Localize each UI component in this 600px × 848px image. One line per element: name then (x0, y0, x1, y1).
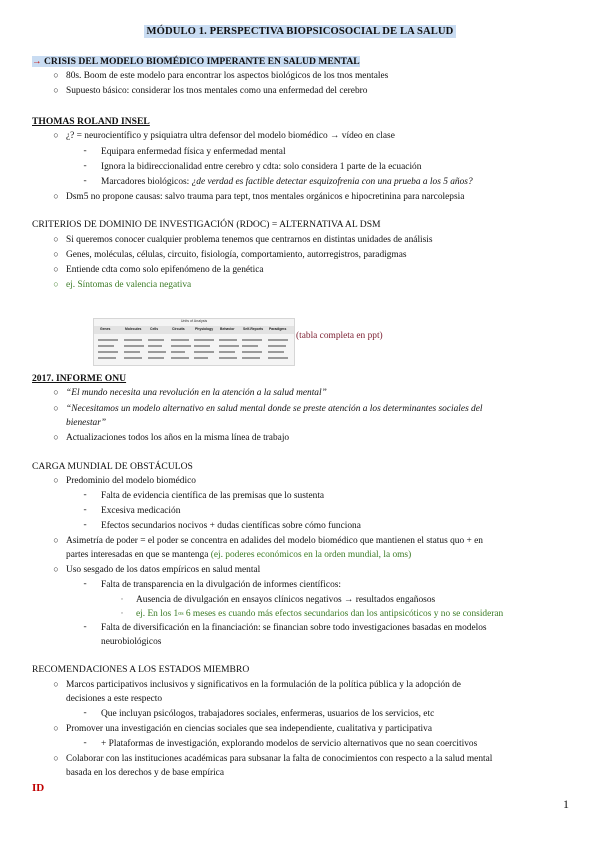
section-heading-recomendaciones: RECOMENDACIONES A LOS ESTADOS MIEMBRO (32, 664, 250, 675)
list-item: 80s. Boom de este modelo para encontrar los aspectos biológicos de los tnos mentales (66, 71, 389, 81)
bullet-circle: ○ (53, 403, 59, 413)
sub-list-item: Que incluyan psicólogos, trabajadores sociales, enfermeras, usuarios de los servicios, etc (101, 709, 435, 719)
bullet-dash: - (83, 738, 87, 748)
table-cell (268, 339, 288, 341)
table-cell (194, 345, 210, 347)
list-item-continuation: partes interesadas en que se mantenga (ej. poderes económicos en la orden mundial, la oms) (66, 550, 412, 560)
bullet-circle: ○ (53, 432, 59, 442)
table-cell (219, 345, 239, 347)
sub-sub-list-item: Ausencia de divulgación en ensayos clínicos negativos → resultados engañosos (136, 595, 436, 605)
table-cell (148, 345, 162, 347)
bullet-circle: ○ (53, 279, 59, 289)
sub-list-item: Falta de diversificación en la financiación: se financian sobre todo investigaciones basadas en modelos (101, 623, 487, 633)
bullet-dash: - (83, 505, 87, 515)
bullet-circle: ○ (53, 85, 59, 95)
table-cell (268, 357, 288, 359)
list-item: Actualizaciones todos los años en la misma línea de trabajo (66, 433, 290, 443)
example-text: ej. Síntomas de valencia negativa (66, 280, 192, 290)
table-header-cell: Physiology (195, 327, 214, 331)
bullet-circle: ○ (53, 564, 59, 574)
table-header-cell: Molecules (125, 327, 142, 331)
table-header-cell: Cells (150, 327, 159, 331)
sub-sub-list-item: ej. En los $1^{os}$ 6 meses es cuando más efectos secundarios dan los antipsicóticos y no se consideran (136, 609, 504, 619)
list-item: Colaborar con las instituciones académicas para subsanar la falta de conocimientos con respecto a la salud mental (66, 754, 493, 764)
table-cell (148, 357, 164, 359)
table-cell (194, 351, 214, 353)
table-caption: Units of Analysis (180, 319, 208, 323)
bullet-circle: ○ (53, 191, 59, 201)
list-item: Uso sesgado de los datos empíricos en salud mental (66, 565, 261, 575)
sub-list-item: Efectos secundarios nocivos + dudas científicas sobre cómo funciona (101, 521, 361, 531)
table-cell (98, 351, 118, 353)
table-cell (242, 351, 262, 353)
section-heading-onu: 2017. INFORME ONU (32, 373, 127, 384)
table-cell (171, 345, 191, 347)
list-item: Promover una investigación en ciencias sociales que sea independiente, cualitativa y participativa (66, 724, 433, 734)
table-cell (194, 339, 214, 341)
table-cell (219, 357, 237, 359)
table-header-cell: Paradigms (269, 327, 287, 331)
quote: “El mundo necesita una revolución en la atención a la salud mental” (66, 388, 327, 398)
table-header-cell: Self-Reports (243, 327, 264, 331)
table-cell (124, 351, 140, 353)
sub-list-item: + Plataformas de investigación, explorando modelos de servicio alternativos que no sean coercitivos (101, 739, 478, 749)
table-cell (148, 339, 164, 341)
bullet-circle: ○ (53, 234, 59, 244)
quote: “Necesitamos un modelo alternativo en salud mental donde se preste atención a los determinantes sociales del (66, 404, 483, 414)
page-number: 1 (563, 797, 569, 811)
table-cell (124, 339, 142, 341)
list-item: Asimetría de poder = el poder se concentra en adalides del modelo biomédico que mantienen el status quo + en (66, 536, 483, 546)
table-cell (242, 339, 262, 341)
list-item: Genes, moléculas, células, circuito, fisiología, comportamiento, autorregistros, paradigmas (66, 250, 407, 260)
sub-list-item: Equipara enfermedad física y enfermedad mental (101, 147, 286, 157)
list-item: Supuesto básico: considerar los tnos mentales como una enfermedad del cerebro (66, 86, 368, 96)
sub-list-item-continuation: neurobiológicos (101, 637, 162, 647)
list-item: Si queremos conocer cualquier problema tenemos que centrarnos en distintas unidades de análisis (66, 235, 433, 245)
table-cell (98, 345, 114, 347)
quote-continuation: bienestar” (66, 418, 107, 428)
list-item-continuation: decisiones a este respecto (66, 694, 163, 704)
table-cell (171, 357, 189, 359)
bullet-dash: - (83, 146, 87, 156)
section-heading-rdoc: CRITERIOS DE DOMINIO DE INVESTIGACIÓN (RDOC) = ALTERNATIVA AL DSM (32, 219, 381, 230)
bullet-circle: ○ (53, 70, 59, 80)
table-cell (171, 339, 189, 341)
table-cell (242, 357, 260, 359)
table-header-cell: Behavior (220, 327, 235, 331)
section-heading-crisis: → CRISIS DEL MODELO BIOMÉDICO IMPERANTE EN SALUD MENTAL (32, 56, 360, 67)
bullet-circle: ○ (53, 387, 59, 397)
bullet-dash: - (83, 708, 87, 718)
table-cell (268, 351, 284, 353)
list-item: Entiende cdta como solo epifenómeno de la genética (66, 265, 264, 275)
table-note: (tabla completa en ppt) (296, 331, 383, 341)
list-item: Marcos participativos inclusivos y significativos en la formulación de la política pública y la adopción de (66, 680, 461, 690)
table-cell (148, 351, 166, 353)
sub-list-item: Falta de transparencia en la divulgación de informes científicos: (101, 580, 342, 590)
bullet-circle: ○ (53, 249, 59, 259)
bullet-dash: - (83, 490, 87, 500)
sub-list-item: Marcadores biológicos: ¿de verdad es factible detectar esquizofrenia con una prueba a los 5 años? (101, 177, 473, 187)
sub-list-item: Ignora la bidireccionalidad entre cerebro y cdta: solo considera 1 parte de la ecuación (101, 162, 422, 172)
bullet-circle: ○ (53, 535, 59, 545)
list-item: Predominio del modelo biomédico (66, 476, 196, 486)
table-cell (98, 357, 116, 359)
table-cell (194, 357, 208, 359)
bullet-dash: - (83, 161, 87, 171)
table-cell (124, 357, 142, 359)
section-heading-insel: THOMAS ROLAND INSEL (32, 116, 150, 127)
bullet-dash: - (83, 176, 87, 186)
sub-list-item: Falta de evidencia científica de las premisas que lo sustenta (101, 491, 325, 501)
table-cell (98, 339, 118, 341)
bullet-circle: ○ (53, 264, 59, 274)
sub-list-item: Excesiva medicación (101, 506, 181, 516)
table-cell (219, 351, 235, 353)
table-cell (219, 339, 237, 341)
bullet-circle: ○ (53, 723, 59, 733)
list-item: Dsm5 no propone causas: salvo trauma para tept, tnos mentales orgánicos e hipocretinina para narcolepsia (66, 192, 465, 202)
table-header-row (94, 326, 294, 334)
id-label: ID (32, 782, 45, 794)
table-cell (268, 345, 286, 347)
list-item: ¿? = neurocientífico y psiquiatra ultra defensor del modelo biomédico → vídeo en clase (66, 131, 395, 141)
bullet-circle: ○ (53, 679, 59, 689)
bullet-dash: - (83, 622, 87, 632)
table-header-cell: Genes (100, 327, 111, 331)
table-cell (171, 351, 185, 353)
section-heading-carga: CARGA MUNDIAL DE OBSTÁCULOS (32, 461, 193, 472)
table-header-cell: Circuits (172, 327, 185, 331)
table-cell (124, 345, 144, 347)
bullet-circle: ○ (53, 753, 59, 763)
bullet-circle: ○ (53, 475, 59, 485)
bullet-dot: · (120, 594, 124, 604)
bullet-dash: - (83, 520, 87, 530)
bullet-dot: · (120, 608, 124, 618)
bullet-circle: ○ (53, 130, 59, 140)
units-of-analysis-table-image (93, 318, 295, 366)
bullet-dash: - (83, 579, 87, 589)
page-title: MÓDULO 1. PERSPECTIVA BIOPSICOSOCIAL DE LA SALUD (0, 26, 600, 37)
list-item-continuation: basada en los derechos y de base empírica (66, 768, 225, 778)
table-cell (242, 345, 258, 347)
